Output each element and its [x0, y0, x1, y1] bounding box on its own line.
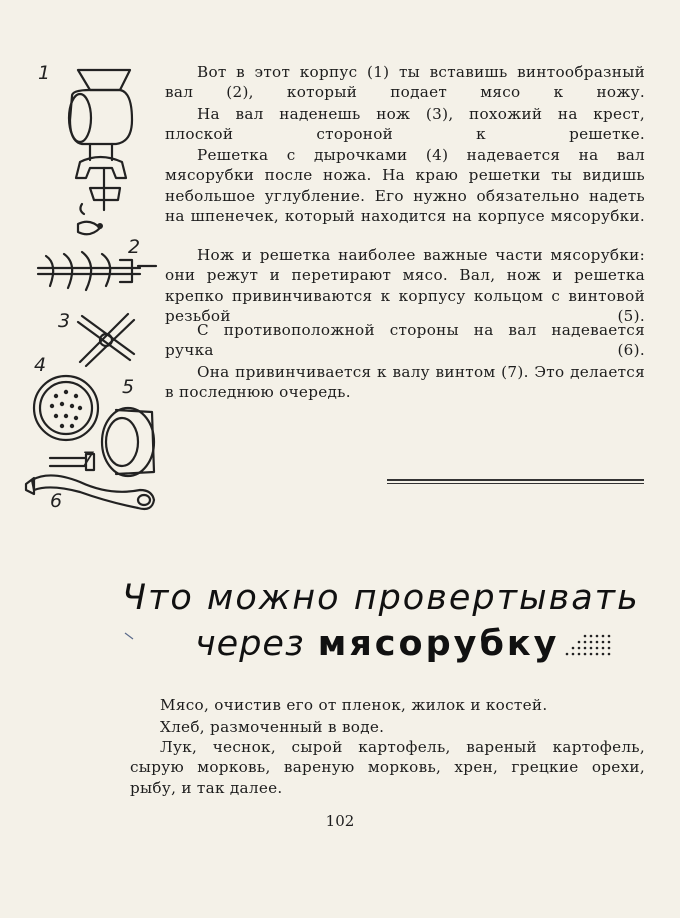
- stray-mark-icon: [124, 632, 134, 640]
- paragraph-1: Вот в этот корпус (1) ты вставишь винтообразный вал (2), который подает мясо к ножу.: [165, 63, 645, 102]
- paragraph-2: На вал наденешь нож (3), похожий на крест, плоской стороной к решетке.: [165, 105, 645, 144]
- list-line-2: Хлеб, размоченный в воде.: [160, 718, 385, 736]
- label-7: 7: [82, 448, 95, 470]
- section-title-line-2: [195, 624, 559, 664]
- label-4: 4: [34, 354, 47, 376]
- list-line-1: Мясо, очистив его от пленок, жилок и костей.: [160, 696, 548, 714]
- paragraph-4: Нож и решетка наиболее важные части мясорубки: они режут и перетирают мясо. Вал, нож и решетка крепко привинчиваются к корпусу кольцом с винтовой резьбой (5).: [165, 246, 645, 326]
- section-divider: [387, 479, 644, 484]
- dotted-ornament-icon: [565, 632, 617, 658]
- paragraph-5: С противоположной стороны на вал надевается ручка (6).: [165, 321, 645, 360]
- list-line-3: Лук, чеснок, сырой картофель, вареный картофель, сырую морковь, вареную морковь, хрен, грецкие орехи, рыбу, и так далее.: [130, 738, 645, 797]
- meat-grinder-parts-illustration: [20, 60, 165, 530]
- page-number: 102: [325, 812, 355, 830]
- label-2: 2: [128, 236, 141, 258]
- title-word-through: через: [195, 624, 305, 664]
- paragraph-3: Решетка с дырочками (4) надевается на вал мясорубки после ножа. На краю решетки ты видишь небольшое углубление. Его нужно обязательно надеть на шпенечек, который находится на корпусе мясорубки.: [165, 146, 645, 226]
- section-title-line-1: Что можно провертывать: [122, 578, 640, 618]
- label-1: 1: [38, 62, 51, 84]
- label-3: 3: [58, 310, 71, 332]
- title-word-grinder: мясорубку: [317, 624, 560, 664]
- label-5: 5: [122, 376, 135, 398]
- paragraph-6: Она привинчивается к валу винтом (7). Это делается в последнюю очередь.: [165, 363, 645, 402]
- label-6: 6: [50, 490, 63, 512]
